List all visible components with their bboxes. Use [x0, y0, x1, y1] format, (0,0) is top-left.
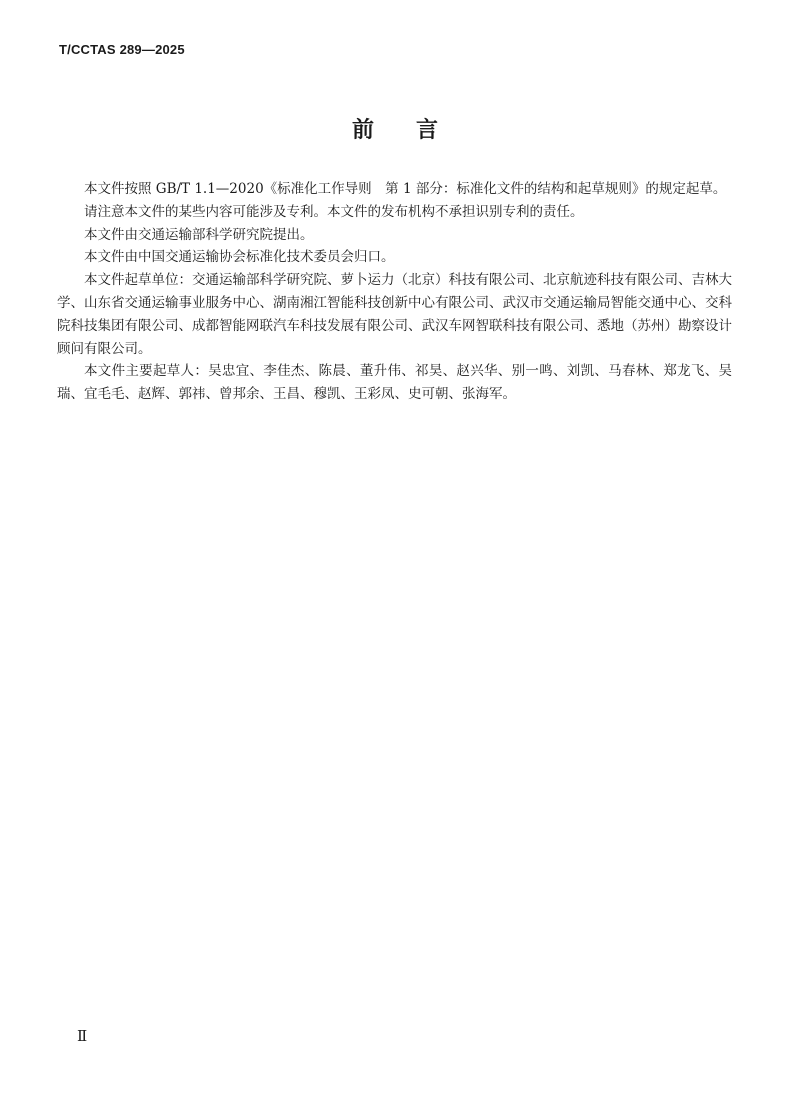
paragraph-administrator: 本文件由中国交通运输协会标准化技术委员会归口。 [84, 249, 395, 266]
page-title: 前言 [351, 118, 480, 143]
paragraph-patent-notice: 请注意本文件的某些内容可能涉及专利。本文件的发布机构不承担识别专利的责任。 [84, 203, 584, 220]
paragraph-drafting-rules: 本文件按照 GB/T 1.1—2020《标准化工作导则 第 1 部分：标准化文件的结构和起草规则》的规定起草。 [84, 181, 727, 197]
page-number: Ⅱ [77, 1029, 88, 1045]
document-body [57, 178, 732, 406]
paragraph-drafters: 本文件主要起草人：吴忠宜、李佳杰、陈晨、董升伟、祁昊、赵兴华、别一鸣、刘凯、马春林、郑龙飞、吴瑞、宜毛毛、赵辉、郭祎、曾邦余、王昌、穆凯、王彩凤、史可朝、张海军。 [57, 363, 732, 403]
document-code: T/CCTAS 289—2025 [59, 42, 185, 57]
paragraph-proposer: 本文件由交通运输部科学研究院提出。 [84, 226, 314, 243]
paragraph-drafting-organizations: 本文件起草单位：交通运输部科学研究院、萝卜运力（北京）科技有限公司、北京航迹科技有限公司、吉林大学、山东省交通运输事业服务中心、湖南湘江智能科技创新中心有限公司、武汉市交通运输局智能交通中心、交科院科技集团有限公司、成都智能网联汽车科技发展有限公司、武汉车网智联科技有限公司、悉地（苏州）勘察设计顾问有限公司。 [57, 272, 732, 357]
